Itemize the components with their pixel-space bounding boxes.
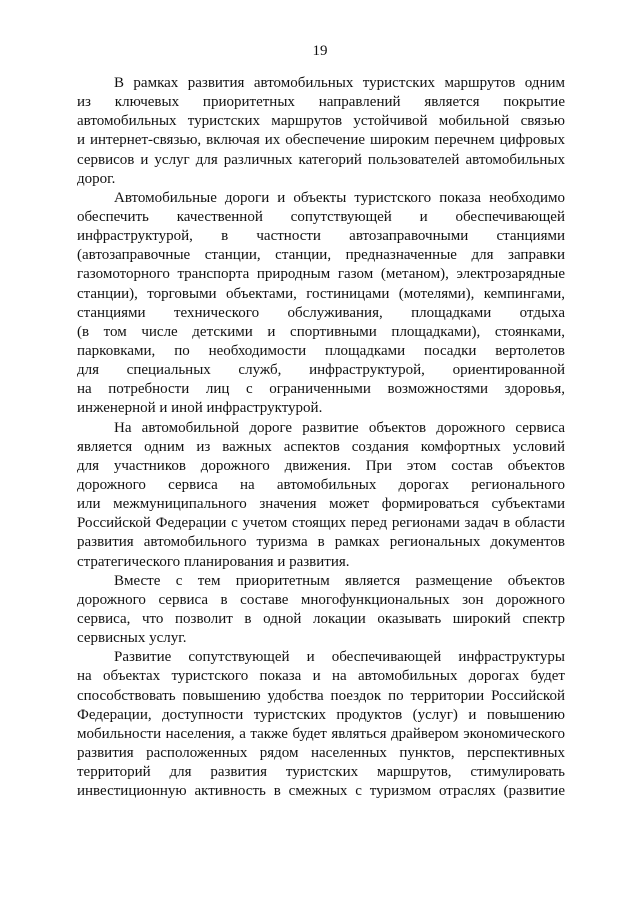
- text-line: для специальных служб, инфраструктурой, ориентированной: [77, 362, 565, 379]
- text-line: на потребности лиц с ограниченными возможностями здоровья,: [77, 381, 565, 398]
- text-line: Развитие сопутствующей и обеспечивающей инфраструктуры: [114, 649, 565, 666]
- paragraph: [77, 648, 565, 801]
- text-line: является одним из важных аспектов создания комфортных условий: [77, 438, 565, 455]
- text-line: Автомобильные дороги и объекты туристского показа необходимо: [114, 189, 565, 206]
- text-line: обеспечить качественной сопутствующей и обеспечивающей: [77, 208, 565, 225]
- text-line: и интернет-связью, включая их обеспечение широким перечнем цифровых: [77, 132, 565, 149]
- text-line: На автомобильной дороге развитие объектов дорожного сервиса: [114, 419, 565, 436]
- text-line: или межмуниципального значения может формироваться субъектами: [77, 496, 565, 513]
- text-line: территорий для развития туристских маршрутов, стимулировать: [77, 764, 565, 781]
- text-line: мобильности населения, а также будет являться драйвером экономического: [77, 725, 565, 742]
- text-line: Федерации, доступности туристских продуктов (услуг) и повышению: [77, 706, 565, 723]
- text-line: дорог.: [77, 170, 116, 187]
- text-line: из ключевых приоритетных направлений является покрытие: [77, 94, 565, 111]
- text-line: сервисных услуг.: [77, 630, 187, 647]
- paragraph: [77, 572, 565, 649]
- text-line: газомоторного транспорта природным газом (метаном), электрозарядные: [77, 266, 565, 283]
- text-line: парковками, по необходимости площадками посадки вертолетов: [77, 342, 565, 359]
- text-line: сервисов и услуг для различных категорий пользователей автомобильных: [77, 151, 565, 168]
- paragraph: [77, 189, 565, 419]
- paragraph: [77, 419, 565, 572]
- text-line: инфраструктурой, в частности автозаправочными станциями: [77, 228, 565, 245]
- text-line: (автозаправочные станции, станции, предназначенные для заправки: [77, 247, 565, 264]
- text-line: станции), торговыми объектами, гостиницами (мотелями), кемпингами,: [77, 285, 565, 302]
- text-line: дорожного сервиса на автомобильных дорогах регионального: [77, 476, 565, 493]
- paragraph: [77, 74, 565, 189]
- text-line: станциями технического обслуживания, площадками отдыха: [77, 304, 565, 321]
- text-line: инженерной и иной инфраструктурой.: [77, 400, 323, 417]
- page-number: 19: [312, 43, 328, 59]
- text-line: автомобильных туристских маршрутов устойчивой мобильной связью: [77, 113, 565, 130]
- text-line: способствовать повышению удобства поездок по территории Российской: [77, 687, 565, 704]
- document-body: [77, 74, 565, 801]
- text-line: для участников дорожного движения. При этом состав объектов: [77, 457, 565, 474]
- text-line: сервиса, что позволит в одной локации оказывать широкий спектр: [77, 610, 565, 627]
- text-line: В рамках развития автомобильных туристских маршрутов одним: [114, 75, 565, 91]
- text-line: (в том числе детскими и спортивными площадками), стоянками,: [77, 323, 565, 340]
- text-line: стратегического планирования и развития.: [77, 553, 350, 570]
- text-line: развития расположенных рядом населенных пунктов, перспективных: [77, 744, 565, 761]
- text-line: Российской Федерации с учетом стоящих перед регионами задач в области: [77, 515, 565, 532]
- text-line: развития автомобильного туризма в рамках региональных документов: [77, 534, 565, 551]
- text-line: инвестиционную активность в смежных с туризмом отраслях (развитие: [77, 783, 565, 800]
- text-line: Вместе с тем приоритетным является размещение объектов: [114, 572, 565, 589]
- text-line: на объектах туристского показа и на автомобильных дорогах будет: [77, 668, 565, 685]
- text-line: дорожного сервиса в составе многофункциональных зон дорожного: [77, 591, 565, 608]
